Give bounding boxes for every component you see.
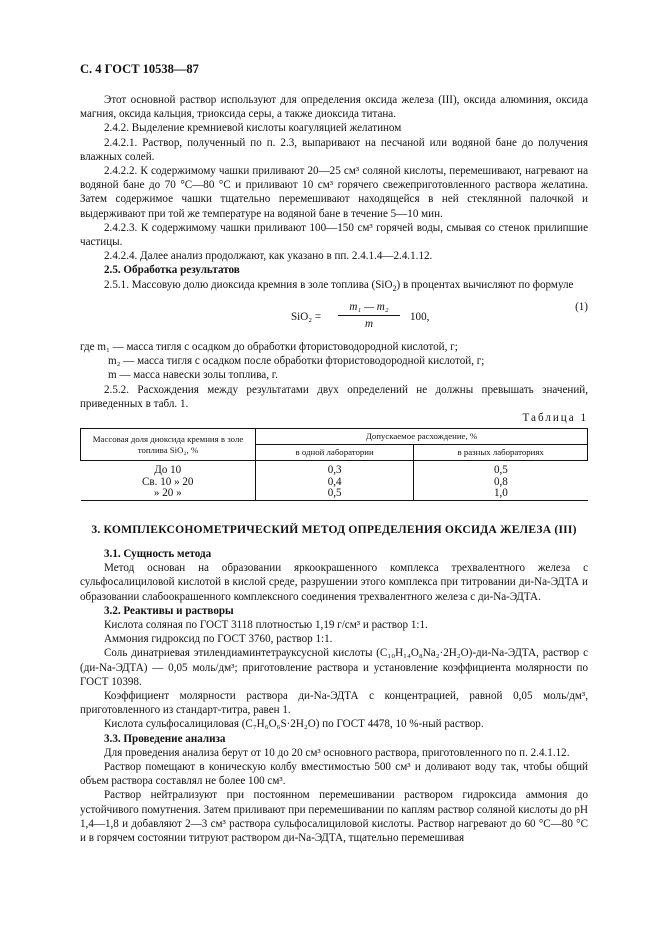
legend-line: m₂ — масса тигля с осадком после обработки фтористоводородной кислотой, г; [108,355,485,368]
legend-line: m — масса навески золы топлива, г. [108,369,278,382]
page-header: С. 4 ГОСТ 10538—87 [80,62,199,76]
table-header-cell: Допускаемое расхождение, % [256,429,588,445]
paragraph: Кислота соляная по ГОСТ 3118 плотностью 1,19 г/см³ и раствор 1:1. [104,619,428,631]
table-cell: » 20 » [81,488,256,500]
table-row [81,488,588,500]
paragraph: 2.4.2.1. Раствор, полученный по п. 2.3, выпаривают на песчаной или водяной бане до получения влажных солей. [80,136,588,163]
table-cell: 0,5 [493,464,508,477]
paragraph: 2.4.2.2. К содержимому чашки приливают 20—25 см³ соляной кислоты, перемешивают, нагревают на водяной бане до 70 °С—80 °С и приливают 10 см³ горячего свежеприготовленного раствора желатина. Затем содержимое чашки тщательно перемешивают находящейся в ней стеклянной палочкой и выдерживают при той же температуре на водяной бане в течение 5—10 мин. [80,165,588,220]
formula-lhs: SiO₂ = [291,311,322,324]
table-header-cell: в разных лабораториях [414,445,588,461]
text-fragment: ) в процентах вычисляют по формуле [396,278,574,291]
formula [80,300,588,338]
page-content [80,93,588,845]
subsection-heading: 2.5. Обработка результатов [104,264,240,277]
table-cell: Св. 10 » 20 [81,477,256,489]
subsection-heading: 3.1. Сущность метода [104,547,212,560]
subsection-heading: 3.3. Проведение анализа [104,732,226,745]
table-cell: 0,8 [493,475,508,488]
legend-line: где m₁ — масса тигля с осадком до обработки фтористоводородной кислотой, г; [80,341,458,354]
paragraph: Раствор нейтрализуют при постоянном перемешивании раствором гидроксида аммония до устойчивого помутнения. Затем приливают при перемешивании по каплям раствор соляной кислоты до pH 1,4—1,8 и добавляют 2—3 см³ раствора сульфосалициловой кислоты. Раствор нагревают до 60 °С—80 °С и в горячем состоянии титруют раствором ди-Na-ЭДТА, тщательно перемешивая [80,789,588,845]
table-row [81,461,588,477]
paragraph: Метод основан на образовании яркоокрашенного комплекса трехвалентного железа с сульфосалициловой кислотой в кислой среде, разрушении этого комплекса при титровании ди-Na-ЭДТА и образовании слабоокрашенного комплексного соединения трехвалентного железа с ди-Na-ЭДТА. [80,562,588,603]
paragraph: Раствор помещают в коническую колбу вместимостью 500 см³ и доливают воду так, чтобы общий объем раствора составлял не более 100 см³. [80,761,588,788]
formula-numerator: m₁ — m₂ [338,300,400,316]
text-fragment: 2.5.1. Массовую долю диоксида кремния в золе топлива (SiO [104,278,393,291]
paragraph: 2.5.1. Массовую долю диоксида кремния в золе топлива (SiO$_2$) в процентах вычисляют по формуле [104,278,574,293]
paragraph: 2.4.2.4. Далее анализ продолжают, как указано в пп. 2.4.1.4—2.4.1.12. [104,250,433,263]
formula-denominator: m [364,318,373,331]
table-cell: 0,3 [256,461,414,477]
table-cell: До 10 [81,461,256,477]
table-header-cell: Массовая доля диоксида кремния в золе топлива SiO₂, % [81,429,256,461]
paragraph: 2.5.2. Расхождения между результатами двух определений не должны превышать значений, приведенных в табл. 1. [80,383,588,410]
paragraph: Коэффициент молярности раствора ди-Na-ЭДТА с концентрацией, равной 0,05 моль/дм³, приготовленного из стандарт-титра, равен 1. [80,690,588,717]
table-cell: 0,5 [256,488,414,500]
section-title: 3. КОМПЛЕКСОНОМЕТРИЧЕСКИЙ МЕТОД ОПРЕДЕЛЕНИЯ ОКСИДА ЖЕЛЕЗА (III) [91,522,577,536]
table-cell: 1,0 [414,488,588,500]
formula-multiplier: 100, [410,311,430,324]
paragraph: 2.4.2. Выделение кремниевой кислоты коагуляцией желатином [104,122,402,135]
table-caption: Таблица 1 [522,412,588,425]
paragraph: Соль динатриевая этилендиаминтетрауксусной кислоты (C₁₀H₁₄O₈Na₂·2H₂O)-ди-Na-ЭДТА, раствор с (ди-Na-ЭДТА) — 0,05 моль/дм³; приготовление раствора и установление коэффициента молярности по ГОСТ 10398. [80,647,588,688]
formula-number: (1) [575,301,588,314]
table-cell: 0,4 [256,477,414,489]
paragraph: Для проведения анализа берут от 10 до 20 см³ основного раствора, приготовленного по п. 2.4.1.12. [104,746,570,759]
data-table [80,428,588,501]
paragraph: Этот основной раствор используют для определения оксида железа (III), оксида алюминия, оксида магния, оксида кальция, триоксида серы, а также диоксида титана. [80,94,588,121]
paragraph: 2.4.2.3. К содержимому чашки приливают 100—150 см³ горячей воды, смывая со стенок прилипшие частицы. [80,221,588,249]
subsection-heading: 3.2. Реактивы и растворы [104,604,234,617]
formula-legend [80,340,588,383]
formula-fraction [338,300,400,331]
table-header-cell: в одной лаборатории [256,445,414,461]
paragraph: Аммония гидроксид по ГОСТ 3760, раствор 1:1. [104,633,333,646]
paragraph: Кислота сульфосалициловая (C₇H₆O₆S·2H₂O) по ГОСТ 4478, 10 %-ный раствор. [104,718,484,731]
